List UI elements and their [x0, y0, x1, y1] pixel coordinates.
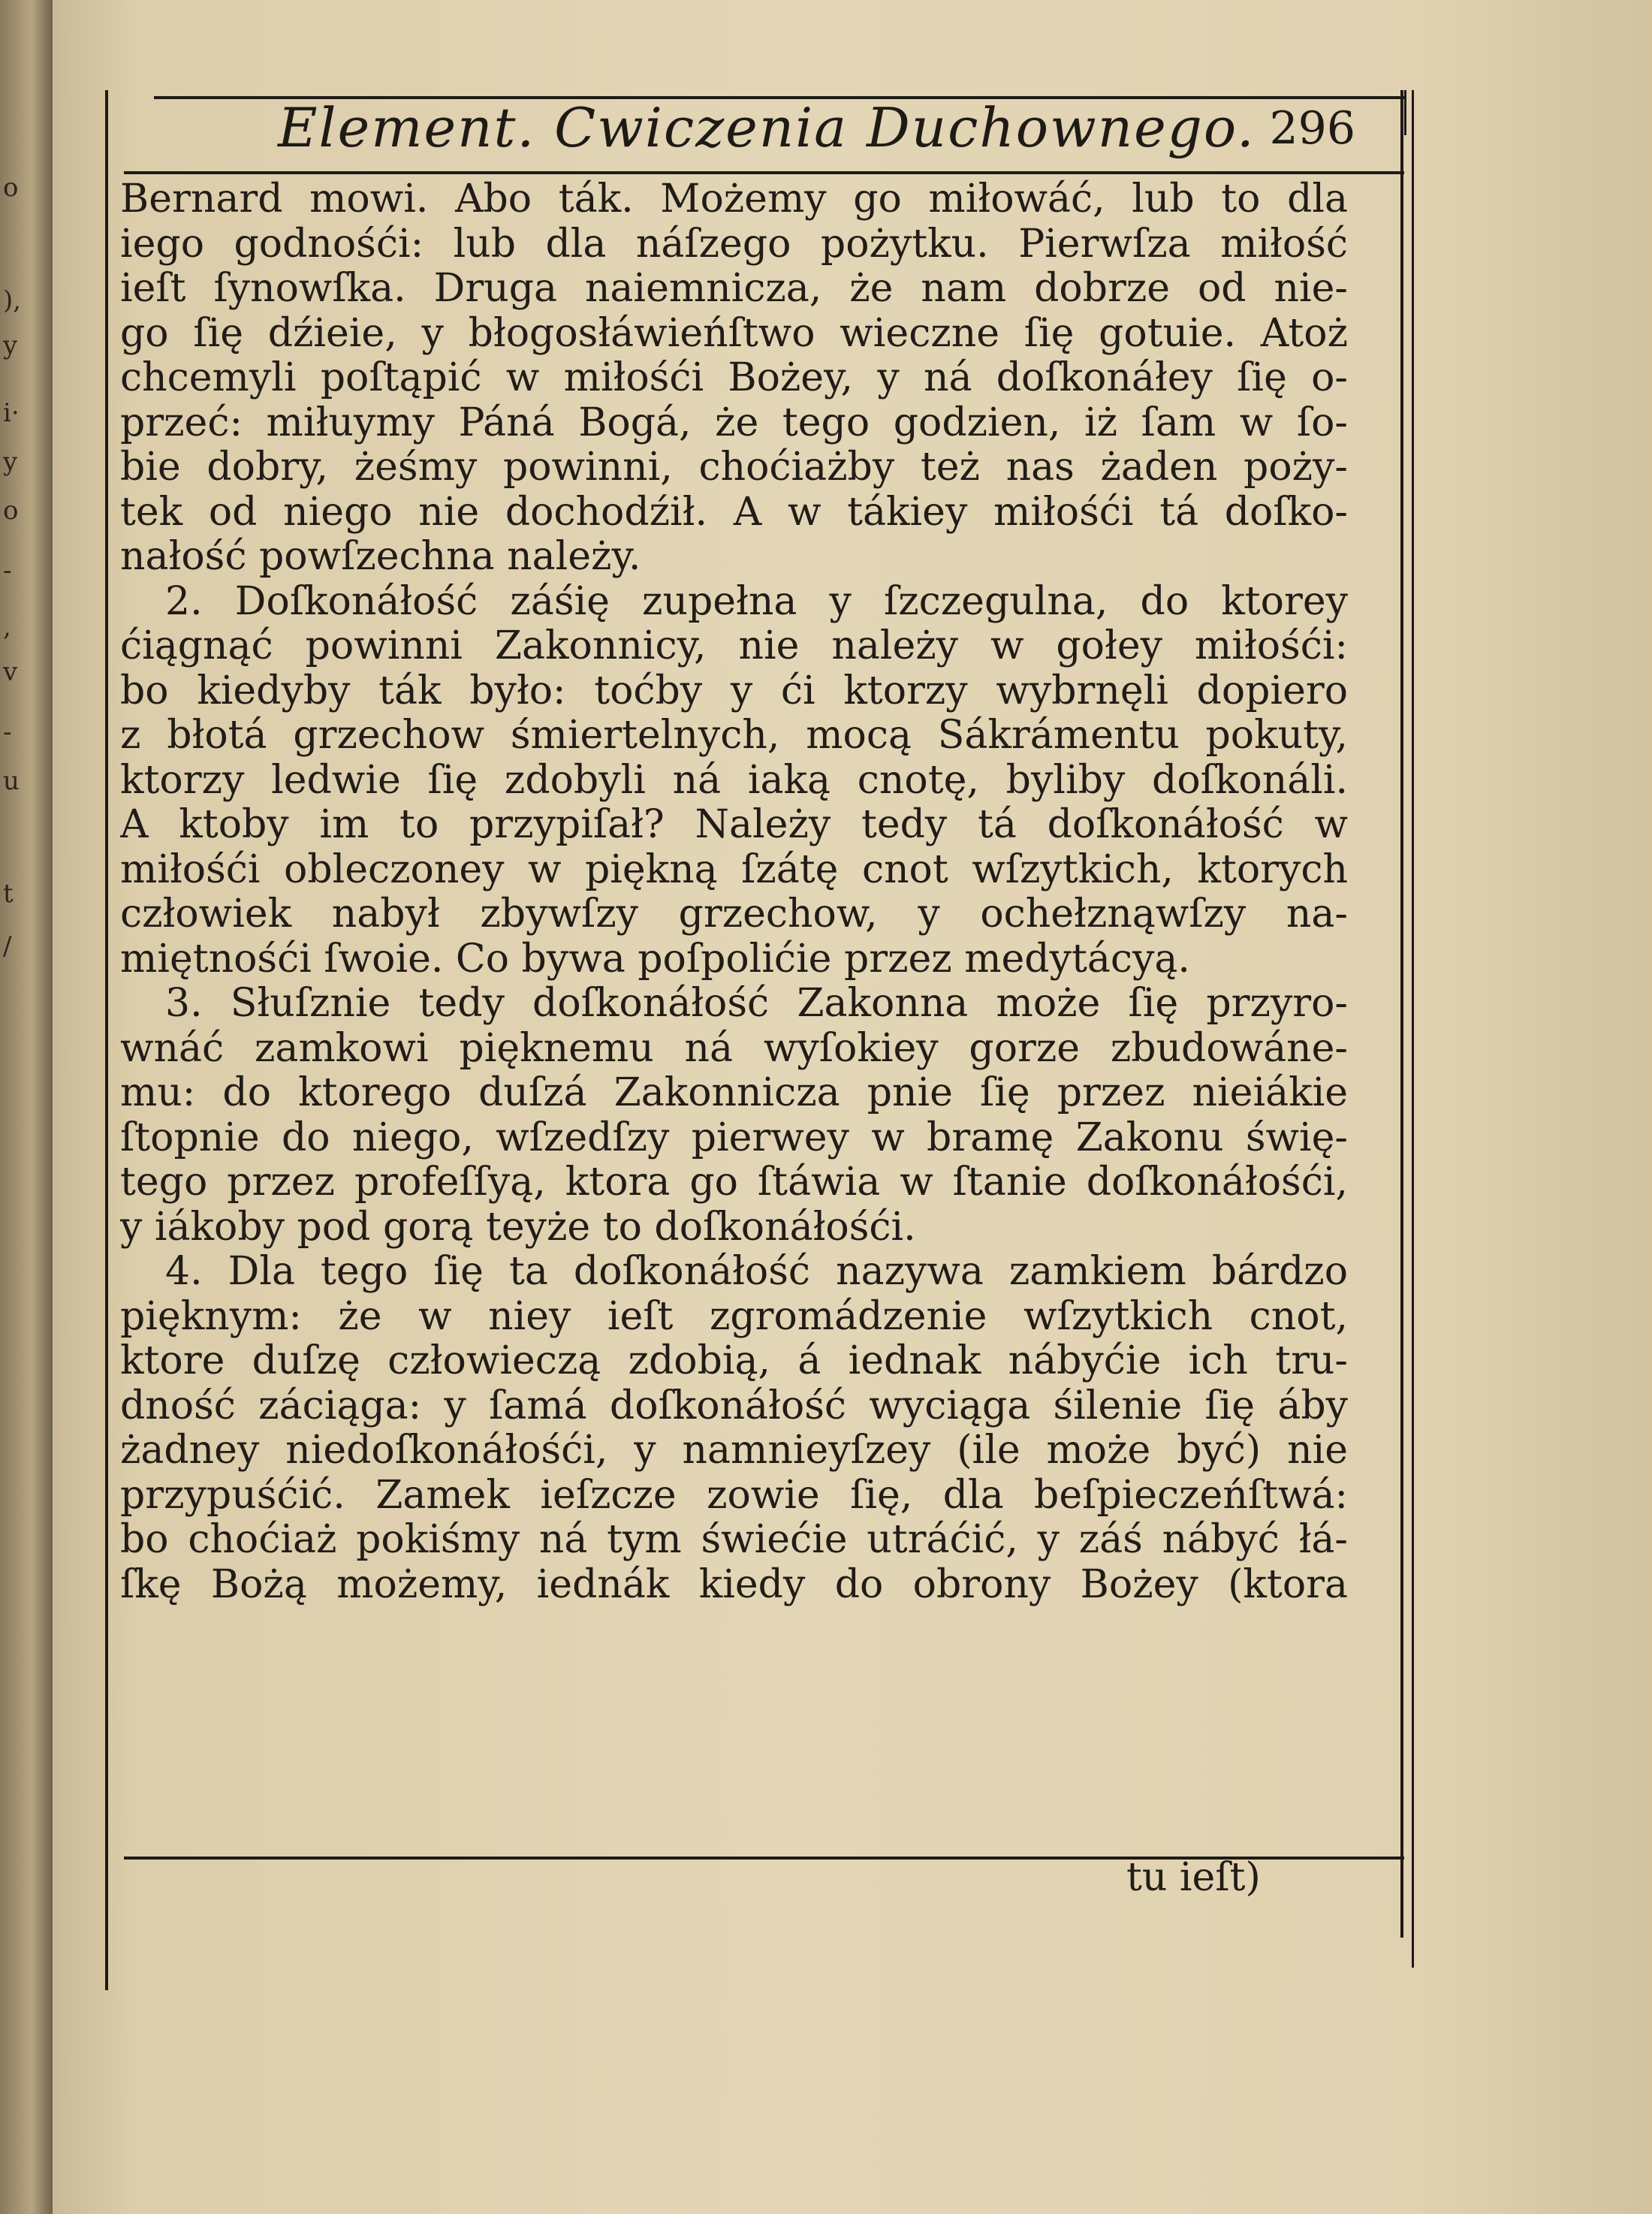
adjacent-page-edge: [0, 0, 53, 2214]
text-line: tek od niego nie dochodźił. A w tákiey miłośći tá doſko-: [120, 490, 1348, 535]
text-line: ieſt ſynowſka. Druga naiemnicza, że nam dobrze od nie-: [120, 267, 1348, 311]
text-line: ćiągnąć powinni Zakonnicy, nie należy w gołey miłośći:: [120, 624, 1348, 668]
margin-fragment: -: [3, 556, 12, 586]
text-line: A ktoby im to przypiſał? Należy tedy tá doſkonáłość w: [120, 803, 1348, 847]
margin-fragment: -: [3, 717, 12, 747]
text-line: przypuśćić. Zamek ieſzcze zowie ſię, dla beſpieczeńſtwá:: [120, 1473, 1348, 1518]
text-line: przeć: miłuymy Páná Bogá, że tego godzien, iż ſam w ſo-: [120, 400, 1348, 445]
text-line: ktore duſzę człowieczą zdobią, á iednak nábyćie ich tru-: [120, 1339, 1348, 1383]
margin-fragment: t: [3, 879, 14, 909]
paragraph-start-line: 3. Słuſznie tedy doſkonáłość Zakonna może ſię przyro-: [165, 982, 1348, 1026]
text-line: chcemyli poſtąpić w miłośći Bożey, y ná doſkonáłey ſię o-: [120, 356, 1348, 400]
margin-fragment: /: [3, 931, 12, 961]
margin-fragment: o: [3, 496, 19, 526]
text-line: Bernard mowi. Abo ták. Możemy go miłowáć, lub to dla: [120, 177, 1348, 222]
text-line: dność záciąga: y ſamá doſkonáłość wyciąga śilenie ſię áby: [120, 1383, 1348, 1428]
catchword: tu ieſt): [1126, 1855, 1261, 1900]
text-line: tego przez profeſſyą, ktora go ſtáwia w ſtanie doſkonáłośći,: [120, 1160, 1348, 1205]
running-title: Element. Cwiczenia Duchownego.: [278, 96, 1256, 159]
margin-fragment: y: [3, 447, 18, 477]
text-block: [120, 177, 1348, 1607]
text-line: go ſię dźieie, y błogosłáwieńſtwo wieczne ſię gotuie. Atoż: [120, 311, 1348, 356]
text-line: człowiek nabył zbywſzy grzechow, y ochełznąwſzy na-: [120, 892, 1348, 937]
text-line: mu: do ktorego duſzá Zakonnicza pnie ſię przez nieiákie: [120, 1071, 1348, 1115]
paragraph-start-line: 2. Doſkonáłość záśię zupełna y ſzczegulna, do ktorey: [165, 579, 1348, 624]
text-line: bo choćiaż pokiśmy ná tym świećie utráćić, y záś nábyć łá-: [120, 1518, 1348, 1562]
text-line: nałość powſzechna należy.: [120, 535, 641, 579]
text-line: pięknym: że w niey ieſt zgromádzenie wſzytkich cnot,: [120, 1294, 1348, 1339]
margin-fragment: ),: [3, 285, 22, 315]
right-frame-rule: [1404, 90, 1406, 135]
text-line: ſkę Bożą możemy, iednák kiedy do obrony Bożey (ktora: [120, 1562, 1348, 1607]
outer-frame-rule: [1412, 90, 1414, 1968]
margin-fragment: u: [3, 766, 20, 796]
text-line: wnáć zamkowi pięknemu ná wyſokiey gorze zbudowáne-: [120, 1026, 1348, 1071]
page-number: 296: [1269, 102, 1355, 155]
left-frame-rule: [105, 90, 108, 1990]
text-line: z błotá grzechow śmiertelnych, mocą Sákrámentu pokuty,: [120, 713, 1348, 758]
text-line: ktorzy ledwie ſię zdobyli ná iaką cnotę, byliby doſkonáli.: [120, 758, 1348, 803]
text-line: żadney niedoſkonáłośći, y namnieyſzey (ile może być) nie: [120, 1428, 1348, 1473]
text-line: ſtopnie do niego, wſzedſzy pierwey w bramę Zakonu świę-: [120, 1115, 1348, 1160]
text-line: bo kiedyby ták było: toćby y ći ktorzy wybrnęli dopiero: [120, 668, 1348, 713]
running-header: [225, 89, 1397, 164]
text-line: y iákoby pod gorą teyże to doſkonáłośći.: [120, 1205, 916, 1250]
text-line: miłośći obleczoney w piękną ſzátę cnot wſzytkich, ktorych: [120, 847, 1348, 892]
margin-fragment: o: [3, 173, 19, 203]
margin-fragment: ,: [3, 612, 11, 642]
margin-fragment: y: [3, 330, 18, 360]
right-frame-rule: [1400, 90, 1403, 1938]
text-line: miętnośći ſwoie. Co bywa poſpolićie przez medytácyą.: [120, 937, 1190, 982]
text-line: iego godnośći: lub dla náſzego pożytku. Pierwſza miłość: [120, 222, 1348, 267]
text-line: bie dobry, żeśmy powinni, choćiażby też nas żaden poży-: [120, 445, 1348, 490]
header-bottom-rule: [124, 171, 1404, 174]
margin-fragment: i·: [3, 398, 20, 428]
margin-fragment: v: [3, 657, 18, 687]
paragraph-start-line: 4. Dla tego ſię ta doſkonáłość nazywa zamkiem bárdzo: [165, 1250, 1348, 1294]
